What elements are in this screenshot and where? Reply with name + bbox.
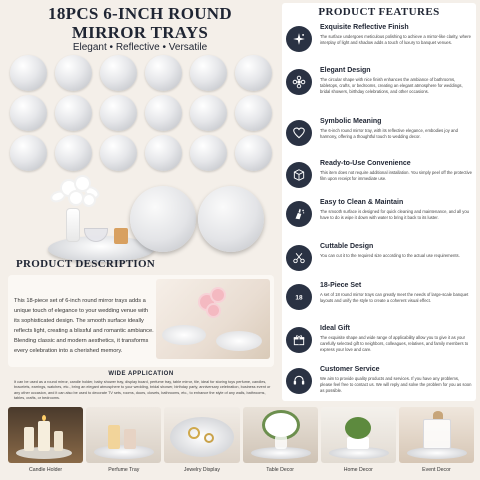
application-text: It can be used as a round mirror, candle holder, baby shower tray, display board, perfume tray, table mirror, tile, ideal for storing toys perfume, candles, bracelets, earrings, watches, etc., bring an elegant atmosphere to your wedding, bridal shower, birthday party, anniversary celebration, business event or any other occasion, and it can also be used to decorate TV sets, rooms, doors, closets, bathrooms, etc., to enhance the style of any walls, bathrooms, tables, crafts, or bedrooms. [14,380,271,401]
mirror-grid [7,54,275,172]
feature-heading: 18-Piece Set [320,282,362,289]
feature-body: The circular shape with nice finish enhances the ambiance of bathrooms, tabletops, crafts, or bedrooms, creating an elegant atmosphere for weddings, bridal showers, birthday celebrations, and other occasions. [320,77,463,94]
mirror-tray [100,135,137,171]
title-line-1: 18PCS 6-INCH ROUND [48,4,232,23]
feature-heading: Easy to Clean & Maintain [320,199,404,206]
mirror-tray [55,135,92,171]
use-label: Home Decor [343,467,373,473]
feature-heading: Elegant Design [320,67,371,74]
feature-body: This item does not require additional installation. You simply peel off the protective film upon receipt for immediate use. [320,170,472,181]
feature-body: A set of 18 round mirror trays can greatly meet the needs of large-scale banquet layouts and unify the style to create a coherent visual effect. [320,292,469,303]
mirror-tray [235,135,272,171]
feature-body: The exquisite shape and wide range of applicability allow you to give it as your carefully selected gift to neighbors, colleagues, relatives, and family members to express your love and care. [320,335,469,352]
mirror-tray [190,55,227,91]
features-title: PRODUCT FEATURES [318,6,440,18]
flower-icon [286,69,312,95]
home-decor-photo [321,407,396,463]
mirror-tray [10,135,47,171]
feature-body: We aim to provide quality products and services. If you have any problems, please feel free to contact us. We will reply and solve the problem for you as soon as possible. [320,376,472,393]
mirror-tray [10,95,47,131]
mirror-tray [100,95,137,131]
feature-body: The surface undergoes meticulous polishing to achieve a mirror-like clarity, where interplay of light and shadow adds a touch of luxury to banquet venues. [320,34,471,45]
jewelry-display-photo [164,407,239,463]
svg-text:18: 18 [295,294,303,302]
cleaning-icon [286,201,312,227]
feature-body: The 6-inch round mirror tray, with its reflective elegance, embodies joy and harmony, offering a thoughtful touch to wedding decor. [320,128,458,139]
use-case-table-decor [243,407,318,477]
title-line-2: MIRROR TRAYS [71,23,209,42]
use-label: Jewelry Display [183,467,220,473]
heart-icon [286,120,312,146]
feature-heading: Customer Service [320,366,380,373]
feature-heading: Ideal Gift [320,325,350,332]
use-label: Event Decor [422,467,451,473]
use-case-event-decor [399,407,474,477]
mirror-tray [235,95,272,131]
table-setting-photo [156,279,270,359]
mirror-tray [190,135,227,171]
mirror-disc-image [130,186,196,252]
mirror-tray [145,135,182,171]
headset-icon [286,368,312,394]
feature-body: You can cut it to the required size according to the actual use requirements. [320,253,460,258]
package-icon [286,162,312,188]
subtitle: Elegant • Reflective • Versatile [72,42,208,53]
use-label: Candle Holder [29,467,63,473]
mirror-tray [145,95,182,131]
vase-image [66,208,80,242]
description-text: This 18-piece set of 6-inch round mirror trays adds a unique touch of elegance to your wedding venue with its sophisticated design. The smooth surface ideally reflects light, creating a blissful and romantic ambiance. Blending classic and modern aesthetics, it transforms every celebration into a cherished memory. [14,298,154,354]
mirror-tray [235,55,272,91]
scissors-icon [286,245,312,271]
mirror-tray [55,95,92,131]
use-case-gallery [8,407,474,477]
mirror-tray [145,55,182,91]
use-case-jewelry-display [164,407,239,477]
table-decor-photo [243,407,318,463]
feature-heading: Exquisite Reflective Finish [320,24,409,31]
candle-image [114,228,128,244]
feature-heading: Cuttable Design [320,243,374,250]
use-label: Table Decor [266,467,294,473]
application-title: WIDE APPLICATION [108,371,174,377]
eighteen-icon [286,284,312,310]
mirror-tray [100,55,137,91]
mirror-tray [190,95,227,131]
page-title [8,4,272,42]
candle-holder-photo [8,407,83,463]
feature-body: The smooth surface is designed for quick cleaning and maintenance, and all you have to do is wipe it down with water to bring it back to its luster. [320,209,469,220]
product-scene [38,170,270,270]
description-title: PRODUCT DESCRIPTION [16,258,156,270]
use-case-home-decor [321,407,396,477]
use-case-perfume-tray [86,407,161,477]
mirror-tray [55,55,92,91]
perfume-tray-photo [86,407,161,463]
feature-heading: Ready-to-Use Convenience [320,160,411,167]
mirror-tray [10,55,47,91]
event-decor-photo [399,407,474,463]
sparkle-icon [286,26,312,52]
use-case-candle-holder [8,407,83,477]
mirror-disc-image [198,186,264,252]
use-label: Perfume Tray [108,467,140,473]
gift-icon [286,327,312,353]
feature-heading: Symbolic Meaning [320,118,382,125]
